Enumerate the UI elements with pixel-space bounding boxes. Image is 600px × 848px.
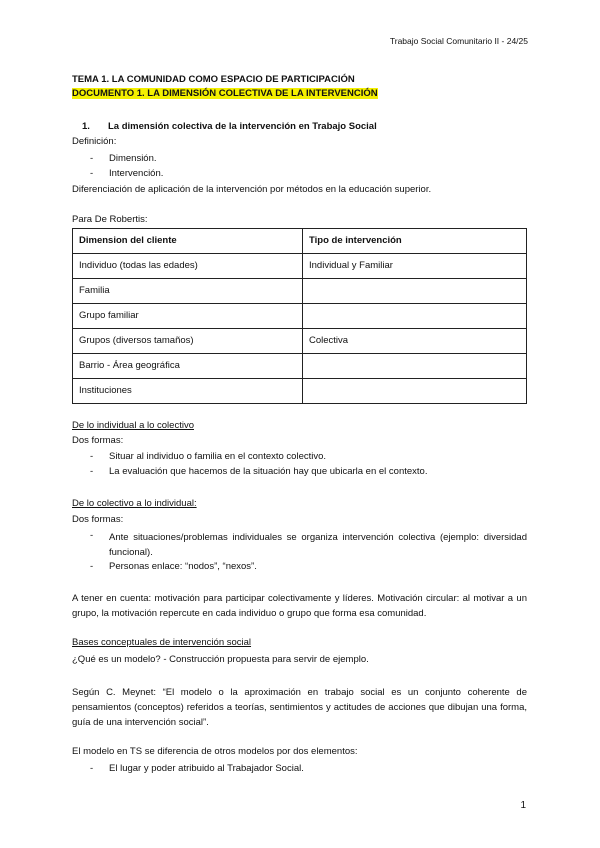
table-header-cell: Tipo de intervención <box>303 229 527 254</box>
robertis-table <box>72 228 527 404</box>
modelo-ts-item: El lugar y poder atribuido al Trabajador Social. <box>109 763 304 774</box>
col-ind-label: Dos formas: <box>72 514 124 525</box>
table-cell <box>303 379 527 404</box>
table-cell: Familia <box>73 279 303 304</box>
col-ind-item: Ante situaciones/problemas individuales se organiza intervención colectiva (ejemplo: diversidad funcional). <box>109 532 527 558</box>
table-row <box>73 279 527 304</box>
table-header-cell: Dimension del cliente <box>73 229 303 254</box>
bullet-dash: - <box>90 763 94 774</box>
table-cell: Grupo familiar <box>73 304 303 329</box>
bullet-dash: - <box>90 466 94 477</box>
table-row <box>73 354 527 379</box>
bullet-dash: - <box>90 451 94 462</box>
table-cell <box>303 304 527 329</box>
definicion-item: Dimensión. <box>109 153 157 164</box>
table-cell: Individuo (todas las edades) <box>73 254 303 279</box>
running-header: Trabajo Social Comunitario II - 24/25 <box>389 36 528 46</box>
ind-col-item: La evaluación que hacemos de la situación hay que ubicarla en el contexto. <box>109 466 428 477</box>
para-label: Para De Robertis: <box>72 214 148 225</box>
modelo-ts-text: El modelo en TS se diferencia de otros modelos por dos elementos: <box>72 746 358 757</box>
documento-title-text: DOCUMENTO 1. LA DIMENSIÓN COLECTIVA DE LA INTERVENCIÓN <box>72 88 378 99</box>
table-cell: Grupos (diversos tamaños) <box>73 329 303 354</box>
table-row <box>73 379 527 404</box>
bullet-dash: - <box>90 530 94 541</box>
col-ind-item: Personas enlace: “nodos”, “nexos”. <box>109 561 257 572</box>
definicion-item: Intervención. <box>109 168 164 179</box>
table-cell: Colectiva <box>303 329 527 354</box>
tener-cuenta-paragraph: A tener en cuenta: motivación para participar colectivamente y líderes. Motivación circular: al motivar a un grupo, la motivación repercute en cada individuo o grupo que forma esa comunidad. <box>72 593 527 619</box>
ind-col-item: Situar al individuo o familia en el contexto colectivo. <box>109 451 327 462</box>
modelo-question: ¿Qué es un modelo? - Construcción propuesta para servir de ejemplo. <box>72 654 369 665</box>
ind-col-title: De lo individual a lo colectivo <box>72 420 194 431</box>
page-number: 1 <box>520 800 526 811</box>
bullet-dash: - <box>90 153 94 164</box>
table-row <box>73 329 527 354</box>
table-row <box>73 254 527 279</box>
table-row <box>73 304 527 329</box>
diferenciacion-text: Diferenciación de aplicación de la intervención por métodos en la educación superior. <box>72 184 432 195</box>
bullet-dash: - <box>90 168 94 179</box>
table-header-row <box>73 229 527 254</box>
tema-title: TEMA 1. LA COMUNIDAD COMO ESPACIO DE PARTICIPACIÓN <box>72 74 355 85</box>
table-cell: Individual y Familiar <box>303 254 527 279</box>
bases-title: Bases conceptuales de intervención social <box>72 637 252 648</box>
bullet-dash: - <box>90 561 94 572</box>
meynet-quote: Según C. Meynet: “El modelo o la aproximación en trabajo social es un conjunto coherente de pensamientos (conceptos) referidos a teorías, sentimientos y actitudes de acciones que dibujan una forma, guía de una intervención social”. <box>72 687 527 728</box>
table-cell <box>303 279 527 304</box>
ind-col-label: Dos formas: <box>72 435 124 446</box>
section-number: 1. <box>82 121 90 132</box>
table-cell: Instituciones <box>73 379 303 404</box>
table-cell <box>303 354 527 379</box>
section-title: La dimensión colectiva de la intervención en Trabajo Social <box>108 121 377 132</box>
documento-title <box>72 88 378 99</box>
table-cell: Barrio - Área geográfica <box>73 354 303 379</box>
definicion-label: Definición: <box>72 136 117 147</box>
col-ind-title: De lo colectivo a lo individual: <box>72 498 197 509</box>
